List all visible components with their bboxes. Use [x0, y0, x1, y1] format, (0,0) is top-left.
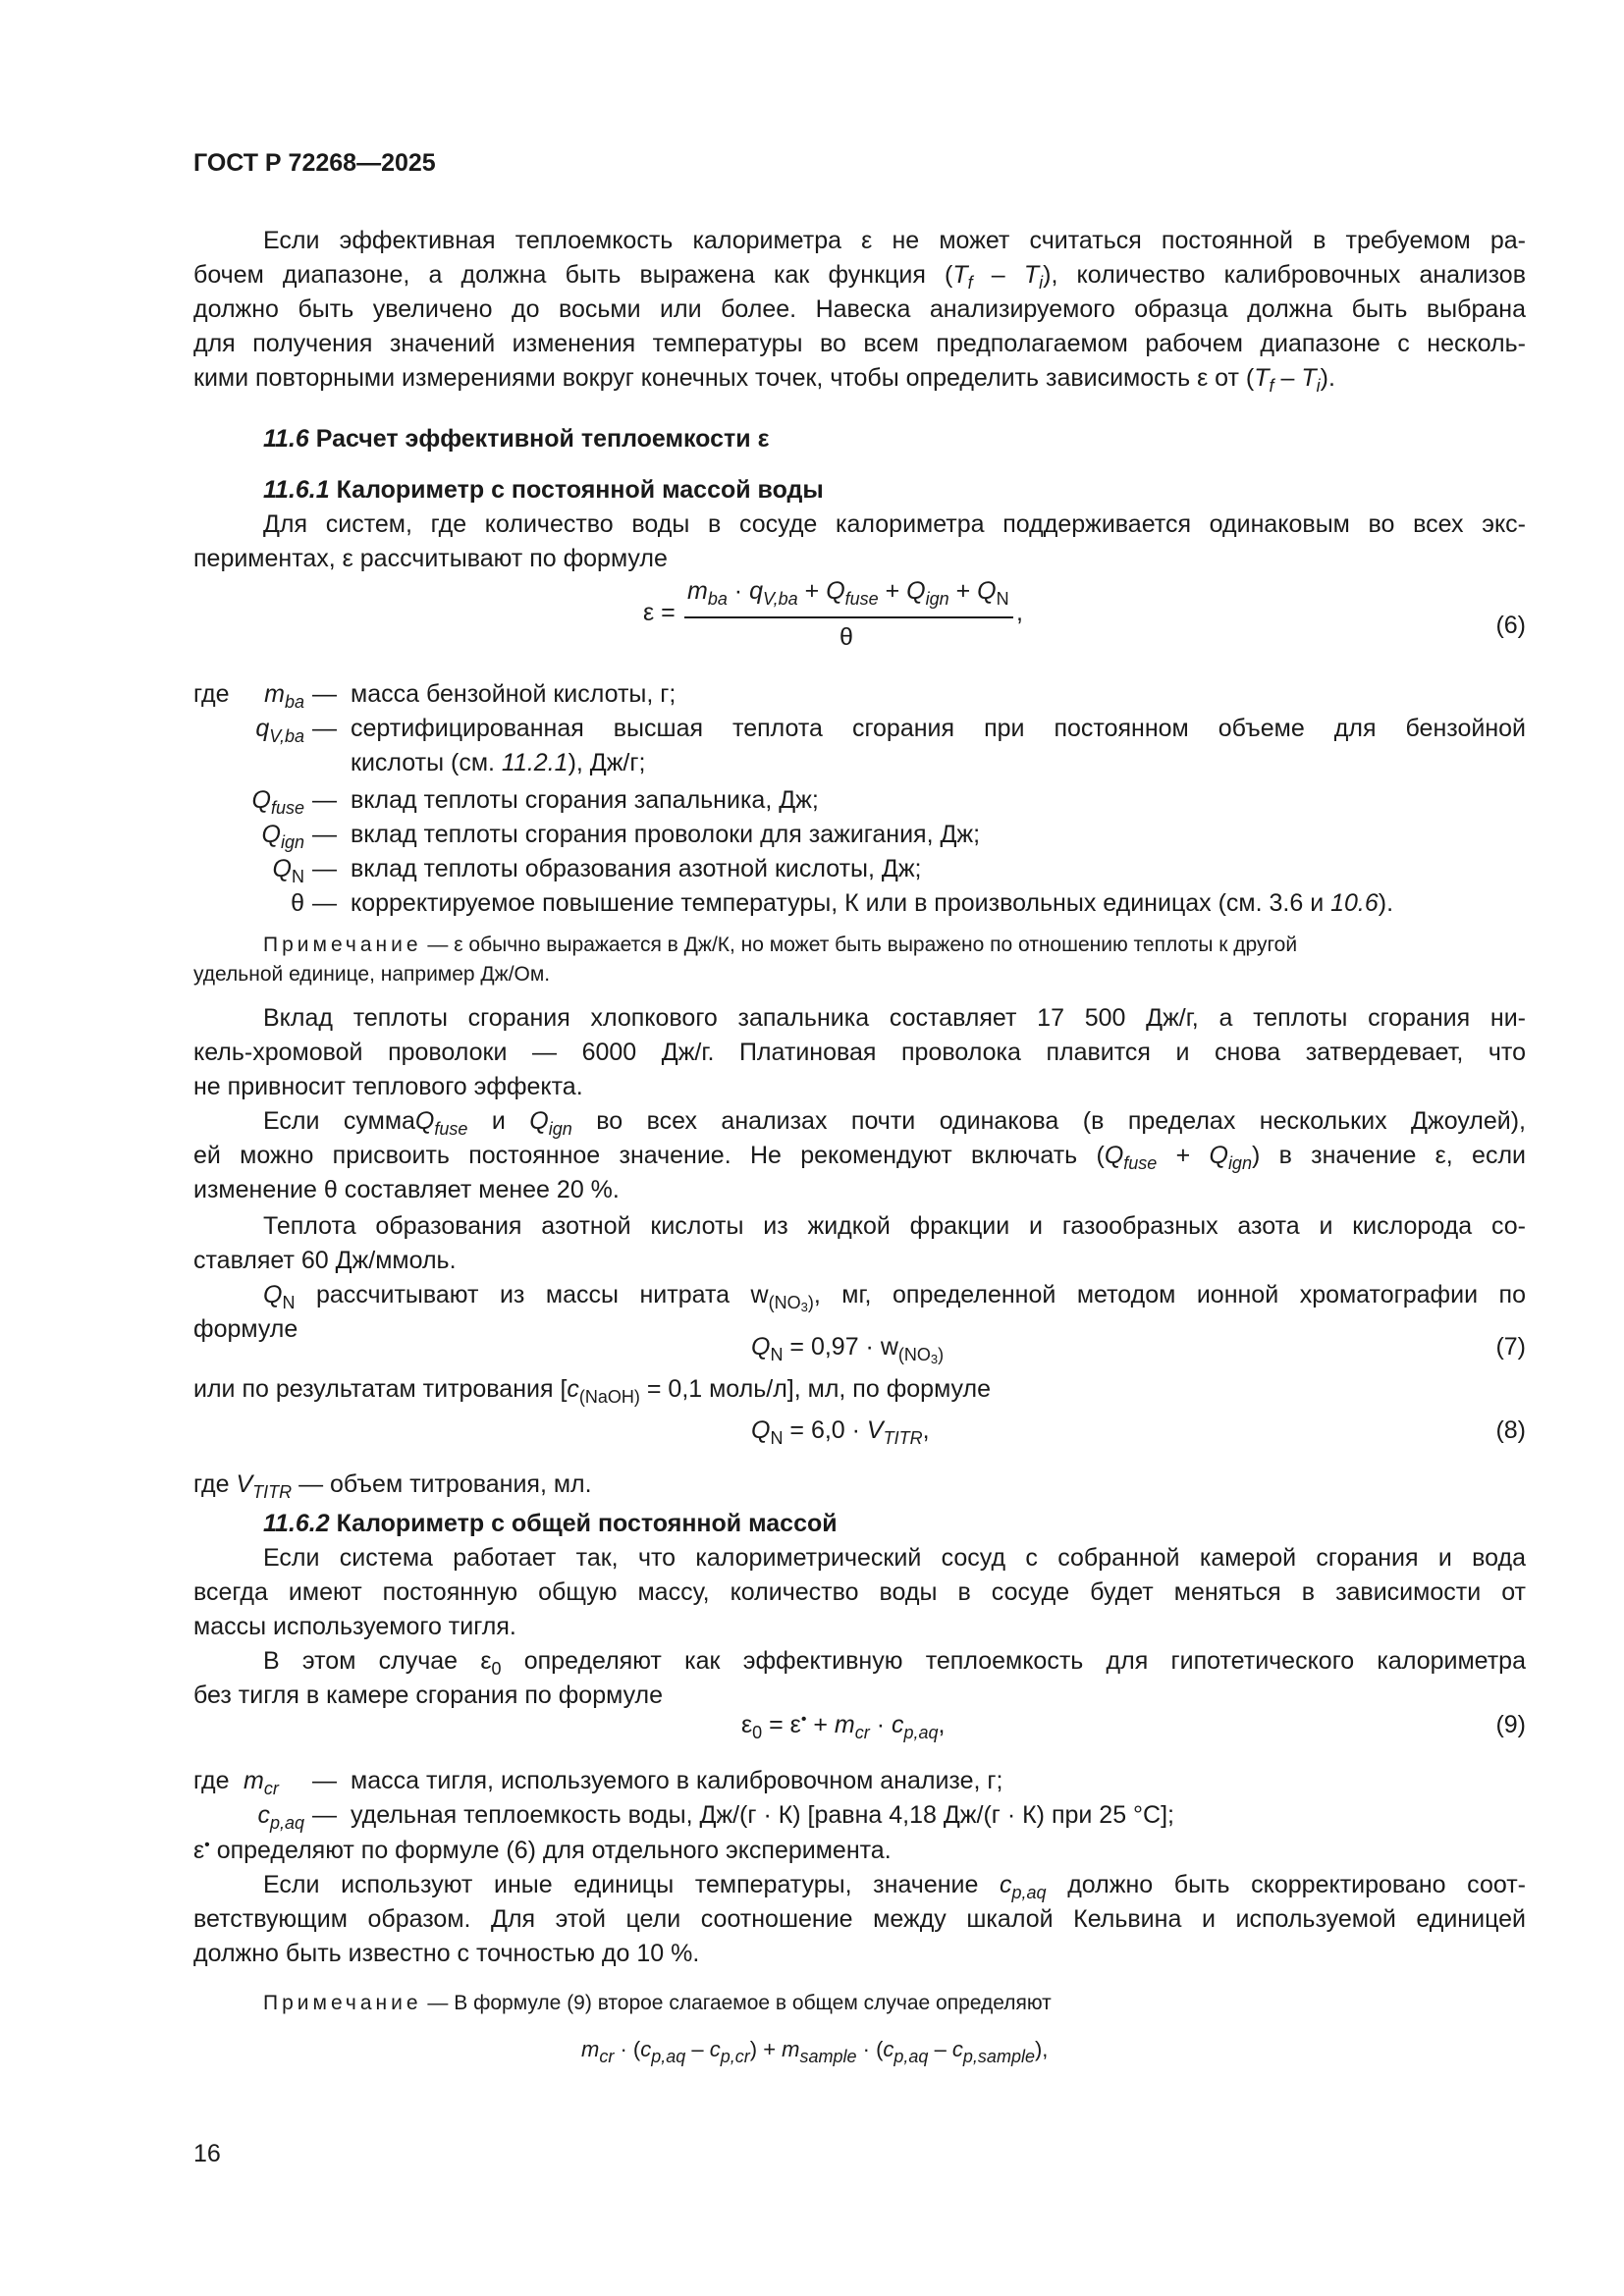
def-desc: вклад теплоты образования азотной кислоты, Дж;	[351, 855, 922, 882]
formula-7: $Q_N = 0,97 \cdot w_{(NO_3)}$	[751, 1333, 945, 1366]
formula-number: (9)	[1495, 1711, 1526, 1738]
def-desc: сертифицированная высшая теплота сгорания при постоянном объеме для бензойной	[351, 715, 1526, 742]
paragraph-line: Если система работает так, что калориметрический сосуд с собранной камерой сгорания и вода	[263, 1544, 1526, 1572]
formula-8: $Q_N = 6,0 \cdot V_{TITR}$,	[751, 1416, 930, 1448]
def-term: $Q_{ign}$	[261, 821, 304, 852]
paragraph-line: Если эффективная теплоемкость калориметра ε не может считаться постоянной в требуемом ра-	[263, 227, 1526, 254]
paragraph-line: кель-хромовой проволоки — 6000 Дж/г. Платиновая проволока плавится и снова затвердевает, что	[193, 1039, 1526, 1066]
document-page: ГОСТ Р 72268—2025 Если эффективная теплоемкость калориметра ε не может считаться постоянной в требуемом ра- бочем диапазоне, а должна быть выражена как функция $(T_f - T_i)$, количество калибровочных анализов должно быть увеличено до восьми или более. Навеска анализируемого образца должна быть выбрана для получения значений изменения температуры во всем предполагаемом рабочем диапазоне с несколь- кими повторными измерениями вокруг конечных точек, чтобы определить зависимость ε от $(T_f - T_i)$. 11.6 Расчет эффективной теплоемкости ε 11.6.1 Калориметр с постоянной массой воды Для систем, где количество воды в сосуде калориметра поддерживается одинаковым во всех экс- периментах, ε рассчитывают по формуле ε = $m_{ba} \cdot q_{V,ba} + Q_{fuse} + Q_{ign} + Q_N$ θ , (6) где $m_{ba}$ — масса бензойной кислоты, г; $q_{V,ba}$ — сертифицированная высшая теплота сгорания при постоянном объеме для бензойной кислоты (см. 11.2.1), Дж/г; $Q_{fuse}$ — вклад теплоты сгорания запальника, Дж; $Q_{ign}$ — вклад теплоты сгорания проволоки для зажигания, Дж; $Q_N$ — вклад теплоты образования азотной кислоты, Дж; θ — корректируемое повышение температуры, К или в произвольных единицах (см. 3.6 и 10.6). Примечание — ε обычно выражается в Дж/К, но может быть выражено по отношению теплоты к другой удельной единице, например Дж/Ом. Вклад теплоты сгорания хлопкового запальника составляет 17 500 Дж/г, а теплоты сгорания ни- кель-хромовой проволоки — 6000 Дж/г. Платиновая проволока плавится и снова затвердевает, что не привносит теплового эффекта. Если суммаQ$_{fuse}$ и $Q_{ign}$ во всех анализах почти одинакова (в пределах нескольких Джоулей), ей можно присвоить постоянное значение. Не рекомендуют включать $(Q_{fuse} + Q_{ign})$ в значение ε, если изменение θ составляет менее 20 %. Теплота образования азотной кислоты из жидкой фракции и газообразных азота и кислорода со- ставляет 60 Дж/ммоль. $Q_N$ рассчитывают из массы нитрата $w_{(NO_3)}$, мг, определенной методом ионной хроматографии по формуле $Q_N = 0,97 \cdot w_{(NO_3)}$ (7) или по результатам титрования [$c_{(NaOH)} = 0,1$ моль/л], мл, по формуле $Q_N = 6,0 \cdot V_{TITR}$, (8) где $V_{TITR}$ — объем титрования, мл. 11.6.2 Калориметр с общей постоянной массой Если система работает так, что калориметрический сосуд с собранной камерой сгорания и вода всегда имеют постоянную общую массу, количество воды в сосуде будет меняться в зависимости от массы используемого тигля. В этом случае $\varepsilon_0$ определяют как эффективную теплоемкость для гипотетического калориметра без тигля в камере сгорания по формуле $\varepsilon_0 = \varepsilon^• + m_{cr} \cdot c_{p,aq}$, (9) где $m_{cr}$ — масса тигля, используемого в калибровочном анализе, г; $c_{p,aq}$ — удельная теплоемкость воды, Дж/(г · К) [равна 4,18 Дж/(г · К) при 25 °С]; ε• определяют по формуле (6) для отдельного эксперимента. Если используют иные единицы температуры, значение $c_{p,aq}$ должно быть скорректировано соот- ветствующим образом. Для этой цели соотношение между шкалой Кельвина и используемой единицей должно быть известно с точностью до 10 %. Примечание — В формуле (9) второе слагаемое в общем случае определяют $m_{cr} \cdot (c_{p,aq} - c_{p,cr}) + m_{sample} \cdot (c_{p,aq} - c_{p,sample})$, 16	[0, 0, 1624, 2296]
formula-9: $\varepsilon_0 = \varepsilon^• + m_{cr} \cdot c_{p,aq}$,	[741, 1711, 946, 1742]
paragraph-line: Если суммаQ$_{fuse}$ и $Q_{ign}$ во всех анализах почти одинакова (в пределах нескольких Джоулей),	[263, 1107, 1526, 1139]
paragraph-line: массы используемого тигля.	[193, 1613, 516, 1640]
def-desc: корректируемое повышение температуры, К или в произвольных единицах (см. 3.6 и 10.6).	[351, 889, 1394, 917]
def-term: $q_{V,ba}$	[255, 715, 304, 746]
def-desc: масса бензойной кислоты, г;	[351, 680, 677, 708]
paragraph-line: $Q_N$ рассчитывают из массы нитрата $w_{(NO_3)}$, мг, определенной методом ионной хроматографии по	[263, 1281, 1526, 1314]
paragraph-line: бочем диапазоне, а должна быть выражена как функция $(T_f - T_i)$, количество калибровочных анализов	[193, 261, 1526, 293]
page-number: 16	[193, 2140, 221, 2167]
note: Примечание — В формуле (9) второе слагаемое в общем случае определяют	[263, 1992, 1052, 2014]
paragraph-line: не привносит теплового эффекта.	[193, 1073, 583, 1100]
paragraph-line: периментах, ε рассчитывают по формуле	[193, 545, 668, 572]
formula-number: (8)	[1495, 1416, 1526, 1444]
paragraph-line: где $V_{TITR}$ — объем титрования, мл.	[193, 1470, 592, 1502]
note: Примечание — ε обычно выражается в Дж/К, но может быть выражено по отношению теплоты к другой	[263, 934, 1298, 956]
def-desc: кислоты (см. 11.2.1), Дж/г;	[351, 749, 646, 776]
section-heading: 11.6.1 Калориметр с постоянной массой воды	[263, 476, 824, 504]
where-label: где	[193, 1767, 230, 1794]
paragraph-line: В этом случае $\varepsilon_0$ определяют как эффективную теплоемкость для гипотетического калориметра	[263, 1647, 1526, 1679]
paragraph-line: изменение θ составляет менее 20 %.	[193, 1176, 620, 1203]
paragraph-line: всегда имеют постоянную общую массу, количество воды в сосуде будет меняться в зависимости от	[193, 1578, 1526, 1606]
paragraph-line: Для систем, где количество воды в сосуде калориметра поддерживается одинаковым во всех экс-	[263, 510, 1526, 538]
paragraph-line: должно быть известно с точностью до 10 %.	[193, 1940, 700, 1967]
paragraph-line: Вклад теплоты сгорания хлопкового запальника составляет 17 500 Дж/г, а теплоты сгорания ни-	[263, 1004, 1526, 1032]
paragraph-line: должно быть увеличено до восьми или более. Навеска анализируемого образца должна быть выбрана	[193, 295, 1526, 323]
formula-6: ε = $m_{ba} \cdot q_{V,ba} + Q_{fuse} + Q_{ign} + Q_N$ θ ,	[643, 577, 1023, 651]
paragraph-line: формуле	[193, 1315, 298, 1343]
paragraph-line: Если используют иные единицы температуры, значение $c_{p,aq}$ должно быть скорректировано соот-	[263, 1871, 1526, 1902]
paragraph-line: без тигля в камере сгорания по формуле	[193, 1682, 664, 1709]
paragraph-line: кими повторными измерениями вокруг конечных точек, чтобы определить зависимость ε от $(T_f - T_i)$.	[193, 364, 1335, 396]
formula-number: (7)	[1495, 1333, 1526, 1361]
where-label: где	[193, 680, 230, 708]
paragraph-line: ветствующим образом. Для этой цели соотношение между шкалой Кельвина и используемой единицей	[193, 1905, 1526, 1933]
def-desc: вклад теплоты сгорания запальника, Дж;	[351, 786, 819, 814]
def-term: $Q_N$	[272, 855, 304, 886]
def-desc: масса тигля, используемого в калибровочном анализе, г;	[351, 1767, 1003, 1794]
def-term: $Q_{fuse}$	[251, 786, 304, 818]
def-desc: вклад теплоты сгорания проволоки для зажигания, Дж;	[351, 821, 981, 848]
document-header: ГОСТ Р 72268—2025	[193, 149, 436, 177]
section-heading: 11.6 Расчет эффективной теплоемкости ε	[263, 425, 770, 453]
paragraph-line: ставляет 60 Дж/ммоль.	[193, 1247, 457, 1274]
def-term: θ	[291, 889, 304, 917]
def-term: $m_{ba}$	[264, 680, 304, 712]
paragraph-line: или по результатам титрования [$c_{(NaOH)} = 0,1$ моль/л], мл, по формуле	[193, 1375, 991, 1407]
def-desc: удельная теплоемкость воды, Дж/(г · К) [равна 4,18 Дж/(г · К) при 25 °С];	[351, 1801, 1174, 1829]
paragraph-line: ε• определяют по формуле (6) для отдельного эксперимента.	[193, 1837, 892, 1864]
def-term: $m_{cr}$	[244, 1767, 279, 1798]
formula-number: (6)	[1495, 612, 1526, 639]
paragraph-line: ей можно присвоить постоянное значение. Не рекомендуют включать $(Q_{fuse} + Q_{ign})$ в значение ε, если	[193, 1142, 1526, 1173]
note-line: удельной единице, например Дж/Ом.	[193, 963, 551, 986]
section-heading: 11.6.2 Калориметр с общей постоянной массой	[263, 1510, 838, 1537]
paragraph-line: для получения значений изменения температуры во всем предполагаемом рабочем диапазоне с несколь-	[193, 330, 1526, 357]
def-term: $c_{p,aq}$	[257, 1801, 304, 1833]
note-formula: $m_{cr} \cdot (c_{p,aq} - c_{p,cr}) + m_{sample} \cdot (c_{p,aq} - c_{p,sample})$,	[581, 2037, 1049, 2066]
paragraph-line: Теплота образования азотной кислоты из жидкой фракции и газообразных азота и кислорода со-	[263, 1212, 1526, 1240]
